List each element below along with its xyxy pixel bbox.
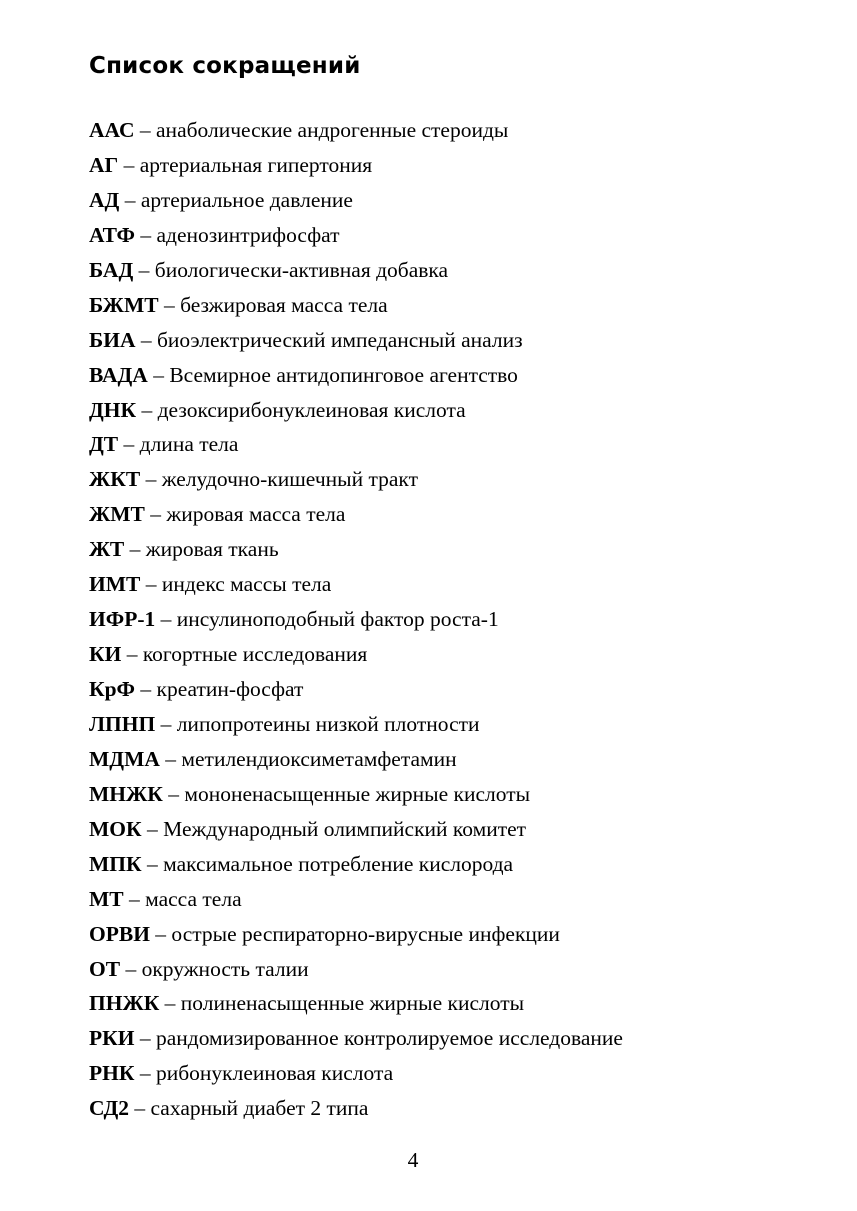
abbreviation-item (89, 532, 829, 567)
abbreviation-term: ДНК (89, 397, 137, 422)
abbreviation-term: ОТ (89, 956, 121, 981)
abbreviation-term: ПНЖК (89, 991, 160, 1016)
abbreviation-definition: Международный олимпийский комитет (163, 816, 527, 841)
abbreviation-item (89, 602, 829, 637)
abbreviation-term: МДМА (89, 746, 160, 771)
abbreviation-definition: биологически-активная добавка (154, 257, 449, 282)
abbreviation-dash: – (147, 362, 170, 387)
abbreviation-definition: инсулиноподобный фактор роста-1 (176, 607, 499, 632)
abbreviation-item (89, 288, 829, 323)
abbreviation-term: АТФ (89, 222, 135, 247)
abbreviation-item (89, 1056, 829, 1091)
abbreviation-item (89, 253, 829, 288)
abbreviation-item (89, 952, 829, 987)
abbreviation-dash: – (118, 152, 140, 177)
abbreviation-term: ВАДА (89, 362, 148, 387)
abbreviation-definition: безжировая масса тела (180, 292, 388, 317)
abbreviation-definition: жировая ткань (145, 537, 279, 562)
abbreviation-dash: – (159, 746, 182, 771)
abbreviation-definition: острые респираторно-вирусные инфекции (171, 921, 560, 946)
abbreviation-dash: – (119, 187, 141, 212)
abbreviation-term: ИМТ (89, 572, 141, 597)
abbreviation-dash: – (149, 921, 172, 946)
abbreviation-term: РКИ (89, 1026, 135, 1051)
abbreviation-term: ОРВИ (89, 921, 150, 946)
abbreviation-definition: рандомизированное контролируемое исследование (155, 1026, 623, 1051)
abbreviation-item (89, 218, 829, 253)
page-title: Список сокращений (89, 53, 361, 79)
abbreviation-item (89, 113, 829, 148)
abbreviation-item (89, 742, 829, 777)
abbreviation-dash: – (140, 467, 162, 492)
abbreviation-definition: Всемирное антидопинговое агентство (169, 362, 518, 387)
abbreviation-item (89, 148, 829, 183)
abbreviation-dash: – (155, 607, 177, 632)
abbreviation-definition: сахарный диабет 2 типа (150, 1096, 369, 1121)
abbreviation-item (89, 1091, 829, 1126)
abbreviation-definition: окружность талии (141, 956, 309, 981)
abbreviation-dash: – (140, 572, 162, 597)
abbreviation-item (89, 637, 829, 672)
abbreviation-item (89, 358, 829, 393)
abbreviation-dash: – (159, 991, 181, 1016)
abbreviation-item (89, 427, 829, 462)
abbreviation-dash: – (134, 1026, 156, 1051)
abbreviation-term: БАД (89, 257, 134, 282)
abbreviation-term: КИ (89, 642, 122, 667)
abbreviation-item (89, 567, 829, 602)
abbreviation-item (89, 847, 829, 882)
abbreviation-dash: – (123, 886, 146, 911)
abbreviation-definition: артериальная гипертония (139, 152, 373, 177)
abbreviation-definition: биоэлектрический импедансный анализ (156, 327, 523, 352)
abbreviation-definition: липопротеины низкой плотности (176, 711, 480, 736)
abbreviation-term: БЖМТ (89, 292, 159, 317)
abbreviation-dash: – (136, 397, 158, 422)
abbreviation-dash: – (121, 642, 143, 667)
abbreviation-item (89, 393, 829, 428)
abbreviation-dash: – (162, 781, 185, 806)
abbreviation-item (89, 777, 829, 812)
abbreviation-term: ААС (89, 118, 135, 142)
abbreviation-item (89, 1021, 829, 1056)
abbreviation-dash: – (155, 711, 177, 736)
abbreviation-definition: масса тела (145, 886, 242, 911)
abbreviation-definition: длина тела (139, 432, 239, 457)
abbreviation-item (89, 917, 829, 952)
page-number: 4 (407, 1148, 419, 1172)
abbreviation-dash: – (158, 292, 181, 317)
abbreviation-definition: жировая масса тела (166, 502, 346, 527)
abbreviation-dash: – (134, 118, 157, 142)
abbreviation-term: МОК (89, 816, 142, 841)
abbreviation-term: СД2 (89, 1096, 129, 1121)
abbreviation-dash: – (133, 257, 155, 282)
abbreviation-term: МПК (89, 851, 142, 876)
abbreviation-dash: – (120, 956, 142, 981)
abbreviation-item (89, 462, 829, 497)
abbreviation-item (89, 812, 829, 847)
abbreviation-term: МНЖК (89, 781, 163, 806)
abbreviation-definition: дезоксирибонуклеиновая кислота (157, 397, 466, 422)
abbreviation-definition: полиненасыщенные жирные кислоты (180, 991, 525, 1016)
abbreviation-term: ЖТ (89, 537, 125, 562)
abbreviation-term: БИА (89, 327, 136, 352)
abbreviation-term: ЖМТ (89, 502, 145, 527)
abbreviation-definition: метилендиоксиметамфетамин (181, 746, 457, 771)
abbreviation-item (89, 183, 829, 218)
abbreviation-dash: – (135, 677, 157, 701)
abbreviation-definition: мононенасыщенные жирные кислоты (184, 781, 531, 806)
abbreviation-dash: – (144, 502, 167, 527)
abbreviation-item (89, 882, 829, 917)
abbreviation-dash: – (124, 537, 146, 562)
abbreviation-dash: – (141, 851, 164, 876)
abbreviation-dash: – (118, 432, 140, 457)
abbreviation-dash: – (134, 222, 157, 247)
abbreviation-dash: – (141, 816, 164, 841)
abbreviation-item (89, 672, 829, 707)
abbreviation-term: ДТ (89, 432, 119, 457)
abbreviation-definition: рибонуклеиновая кислота (155, 1061, 394, 1086)
abbreviation-term: МТ (89, 886, 124, 911)
abbreviation-list (89, 113, 829, 1126)
abbreviation-definition: когортные исследования (142, 642, 368, 667)
abbreviation-definition: артериальное давление (140, 187, 353, 212)
abbreviation-dash: – (135, 327, 157, 352)
abbreviation-item (89, 707, 829, 742)
abbreviation-item (89, 497, 829, 532)
abbreviation-definition: аденозинтрифосфат (156, 222, 340, 247)
abbreviation-term: АД (89, 187, 120, 212)
abbreviation-definition: креатин-фосфат (156, 677, 304, 701)
abbreviation-definition: индекс массы тела (161, 572, 332, 597)
abbreviation-definition: анаболические андрогенные стероиды (156, 118, 509, 142)
abbreviation-term: ИФР-1 (89, 607, 156, 632)
abbreviation-dash: – (129, 1096, 151, 1121)
abbreviation-term: ЖКТ (89, 467, 141, 492)
abbreviation-term: РНК (89, 1061, 135, 1086)
abbreviation-term: АГ (89, 152, 119, 177)
abbreviation-item (89, 986, 829, 1021)
abbreviation-definition: максимальное потребление кислорода (163, 851, 514, 876)
abbreviation-term: ЛПНП (89, 711, 156, 736)
abbreviation-item (89, 323, 829, 358)
abbreviation-term: КрФ (89, 677, 136, 701)
abbreviation-dash: – (134, 1061, 156, 1086)
abbreviation-definition: желудочно-кишечный тракт (161, 467, 418, 492)
